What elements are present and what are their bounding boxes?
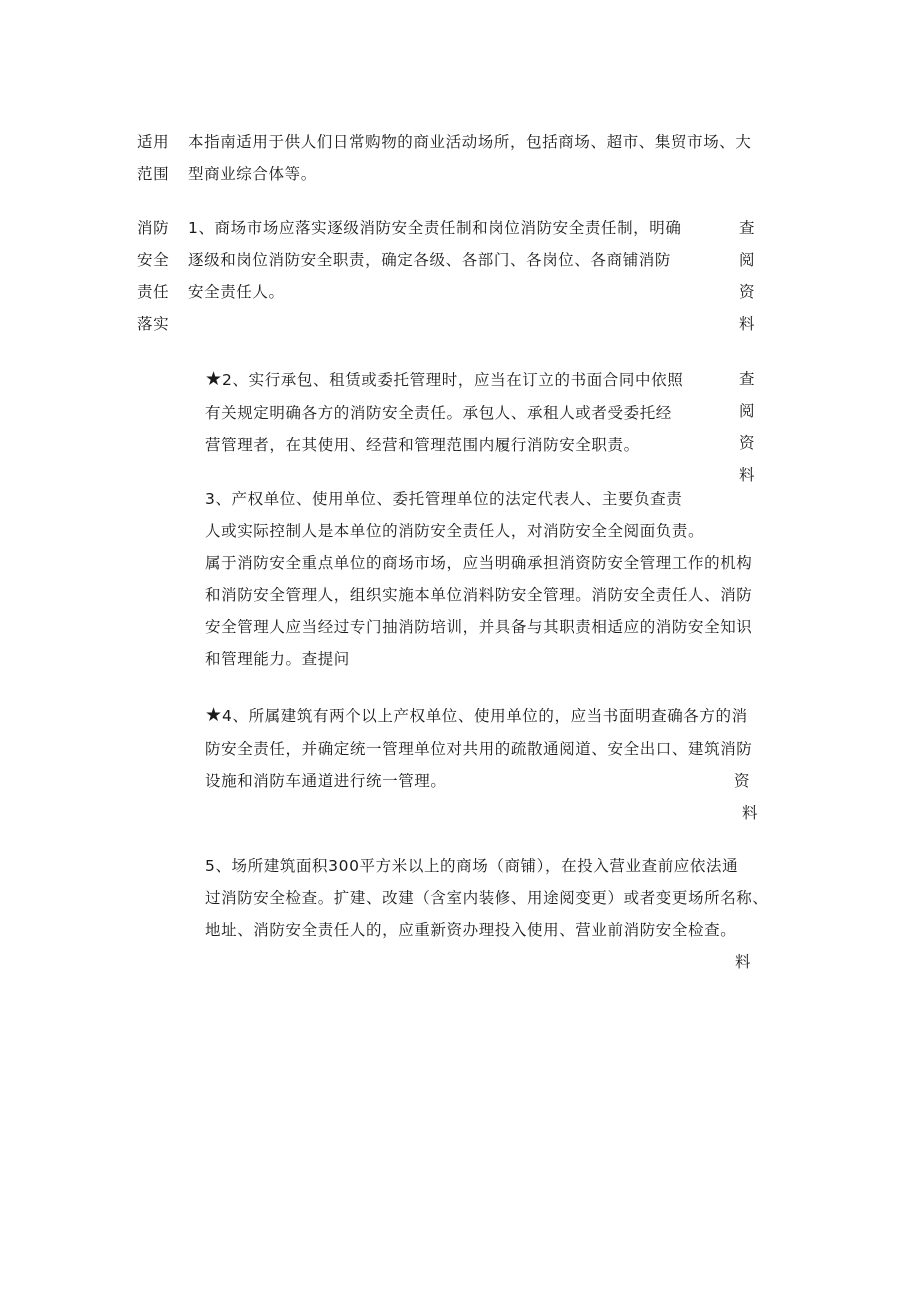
scope-line: 本指南适用于供人们日常购物的商业活动场所，包括商场、超市、集贸市场、大 <box>188 133 752 151</box>
item3-line: 人或实际控制人是本单位的消防安全责任人，对消防安全全阅面负责。 <box>205 522 705 540</box>
item3-line: 3、产权单位、使用单位、委托管理单位的法定代表人、主要负查责 <box>205 490 683 508</box>
item2-line: 有关规定明确各方的消防安全责任。承包人、承租人或者受委托经 <box>205 404 672 422</box>
item3-line: 和消防安全管理人，组织实施本单位消料防安全管理。消防安全责任人、消防 <box>205 586 753 604</box>
item4-line: ★4、所属建筑有两个以上产权单位、使用单位的，应当书面明查确各方的消 <box>205 704 748 726</box>
responsibility-label: 消防 安全 责任 落实 <box>137 219 170 333</box>
scope-line: 型商业综合体等。 <box>188 165 317 183</box>
item5-line: 过消防安全检查。扩建、改建（含室内装修、用途阅变更）或者变更场所名称、 <box>205 889 769 907</box>
star-icon: ★ <box>205 704 223 726</box>
item1-line: 1、商场市场应落实逐级消防安全责任制和岗位消防安全责任制，明确 <box>188 219 682 237</box>
item1-line: 安全责任人。 <box>188 283 285 301</box>
item2-check-method: 查 阅 资 料 <box>739 370 756 484</box>
scope-label: 适用 范围 <box>137 133 170 183</box>
item4-check-method: 资 料 <box>734 772 759 822</box>
item4-line: 防安全责任，并确定统一管理单位对共用的疏散通阅道、安全出口、建筑消防 <box>205 740 753 758</box>
item2-line: ★2、实行承包、租赁或委托管理时，应当在订立的书面合同中依照 <box>205 368 684 390</box>
item3-line: 安全管理人应当经过专门抽消防培训，并具备与其职责相适应的消防安全知识 <box>205 618 753 636</box>
star-icon: ★ <box>205 368 223 390</box>
item5-line: 地址、消防安全责任人的，应重新资办理投入使用、营业前消防安全检查。 <box>205 921 737 939</box>
item3-line: 和管理能力。查提问 <box>205 650 350 668</box>
item4-line: 设施和消防车通道进行统一管理。 <box>205 772 447 790</box>
item2-line: 营管理者，在其使用、经营和管理范围内履行消防安全职责。 <box>205 436 640 454</box>
item1-check-method: 查 阅 资 料 <box>739 219 756 333</box>
item5-line: 5、场所建筑面积300平方米以上的商场（商铺），在投入营业查前应依法通 <box>205 857 739 875</box>
item1-line: 逐级和岗位消防安全职责，确定各级、各部门、各岗位、各商铺消防 <box>188 251 672 269</box>
item3-line: 属于消防安全重点单位的商场市场，应当明确承担消资防安全管理工作的机构 <box>205 554 753 572</box>
item5-check-method: 料 <box>735 953 752 971</box>
